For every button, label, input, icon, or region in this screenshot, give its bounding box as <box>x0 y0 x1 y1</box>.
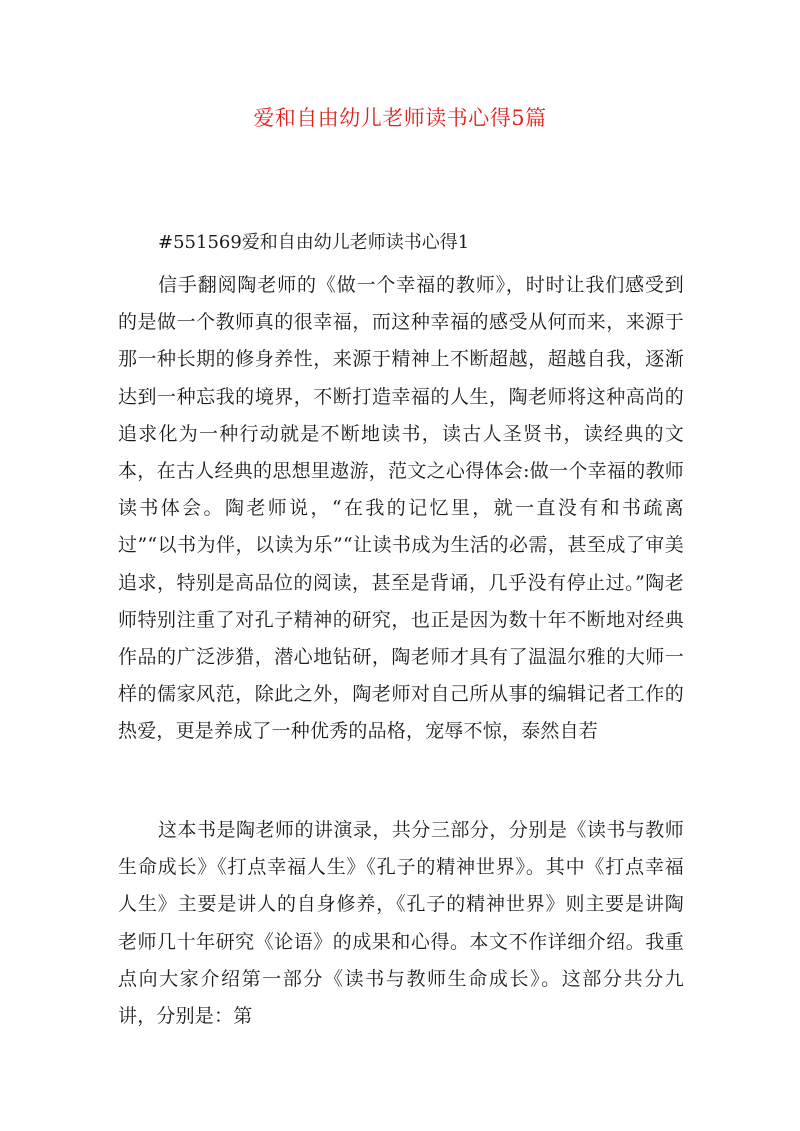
body-paragraph-1: 信手翻阅陶老师的《做一个幸福的教师》，时时让我们感受到的是做一个教师真的很幸福，而这种幸福的感受从何而来，来源于那一种长期的修身养性，来源于精神上不断超越，超越自我，逐渐达到一种忘我的境界，不断打造幸福的人生，陶老师将这种高尚的追求化为一种行动就是不断地读书，读古人圣贤书，读经典的文本，在古人经典的思想里遨游，范文之心得体会:做一个幸福的教师读书体会。陶老师说，“在我的记忆里，就一直没有和书疏离过”“以书为伴，以读为乐”“让读书成为生活的必需，甚至成了审美追求，特别是高品位的阅读，甚至是背诵，几乎没有停止过。”陶老师特别注重了对孔子精神的研究，也正是因为数十年不断地对经典作品的广泛涉猎，潜心地钻研，陶老师才具有了温温尔雅的大师一样的儒家风范，除此之外，陶老师对自己所从事的编辑记者工作的热爱，更是养成了一种优秀的品格，宠辱不惊，泰然自若 <box>118 274 684 743</box>
section-heading: #551569爱和自由幼儿老师读书心得1 <box>158 232 470 253</box>
document-title: 爱和自由幼儿老师读书心得5篇 <box>253 106 547 130</box>
body-paragraph-2: 这本书是陶老师的讲演录，共分三部分，分别是《读书与教师生命成长》《打点幸福人生》《孔子的精神世界》。其中《打点幸福人生》主要是讲人的自身修养，《孔子的精神世界》则主要是讲陶老师几十年研究《论语》的成果和心得。本文不作详细介绍。我重点向大家介绍第一部分《读书与教师生命成长》。这部分共分九讲，分别是：第 <box>118 819 684 1028</box>
